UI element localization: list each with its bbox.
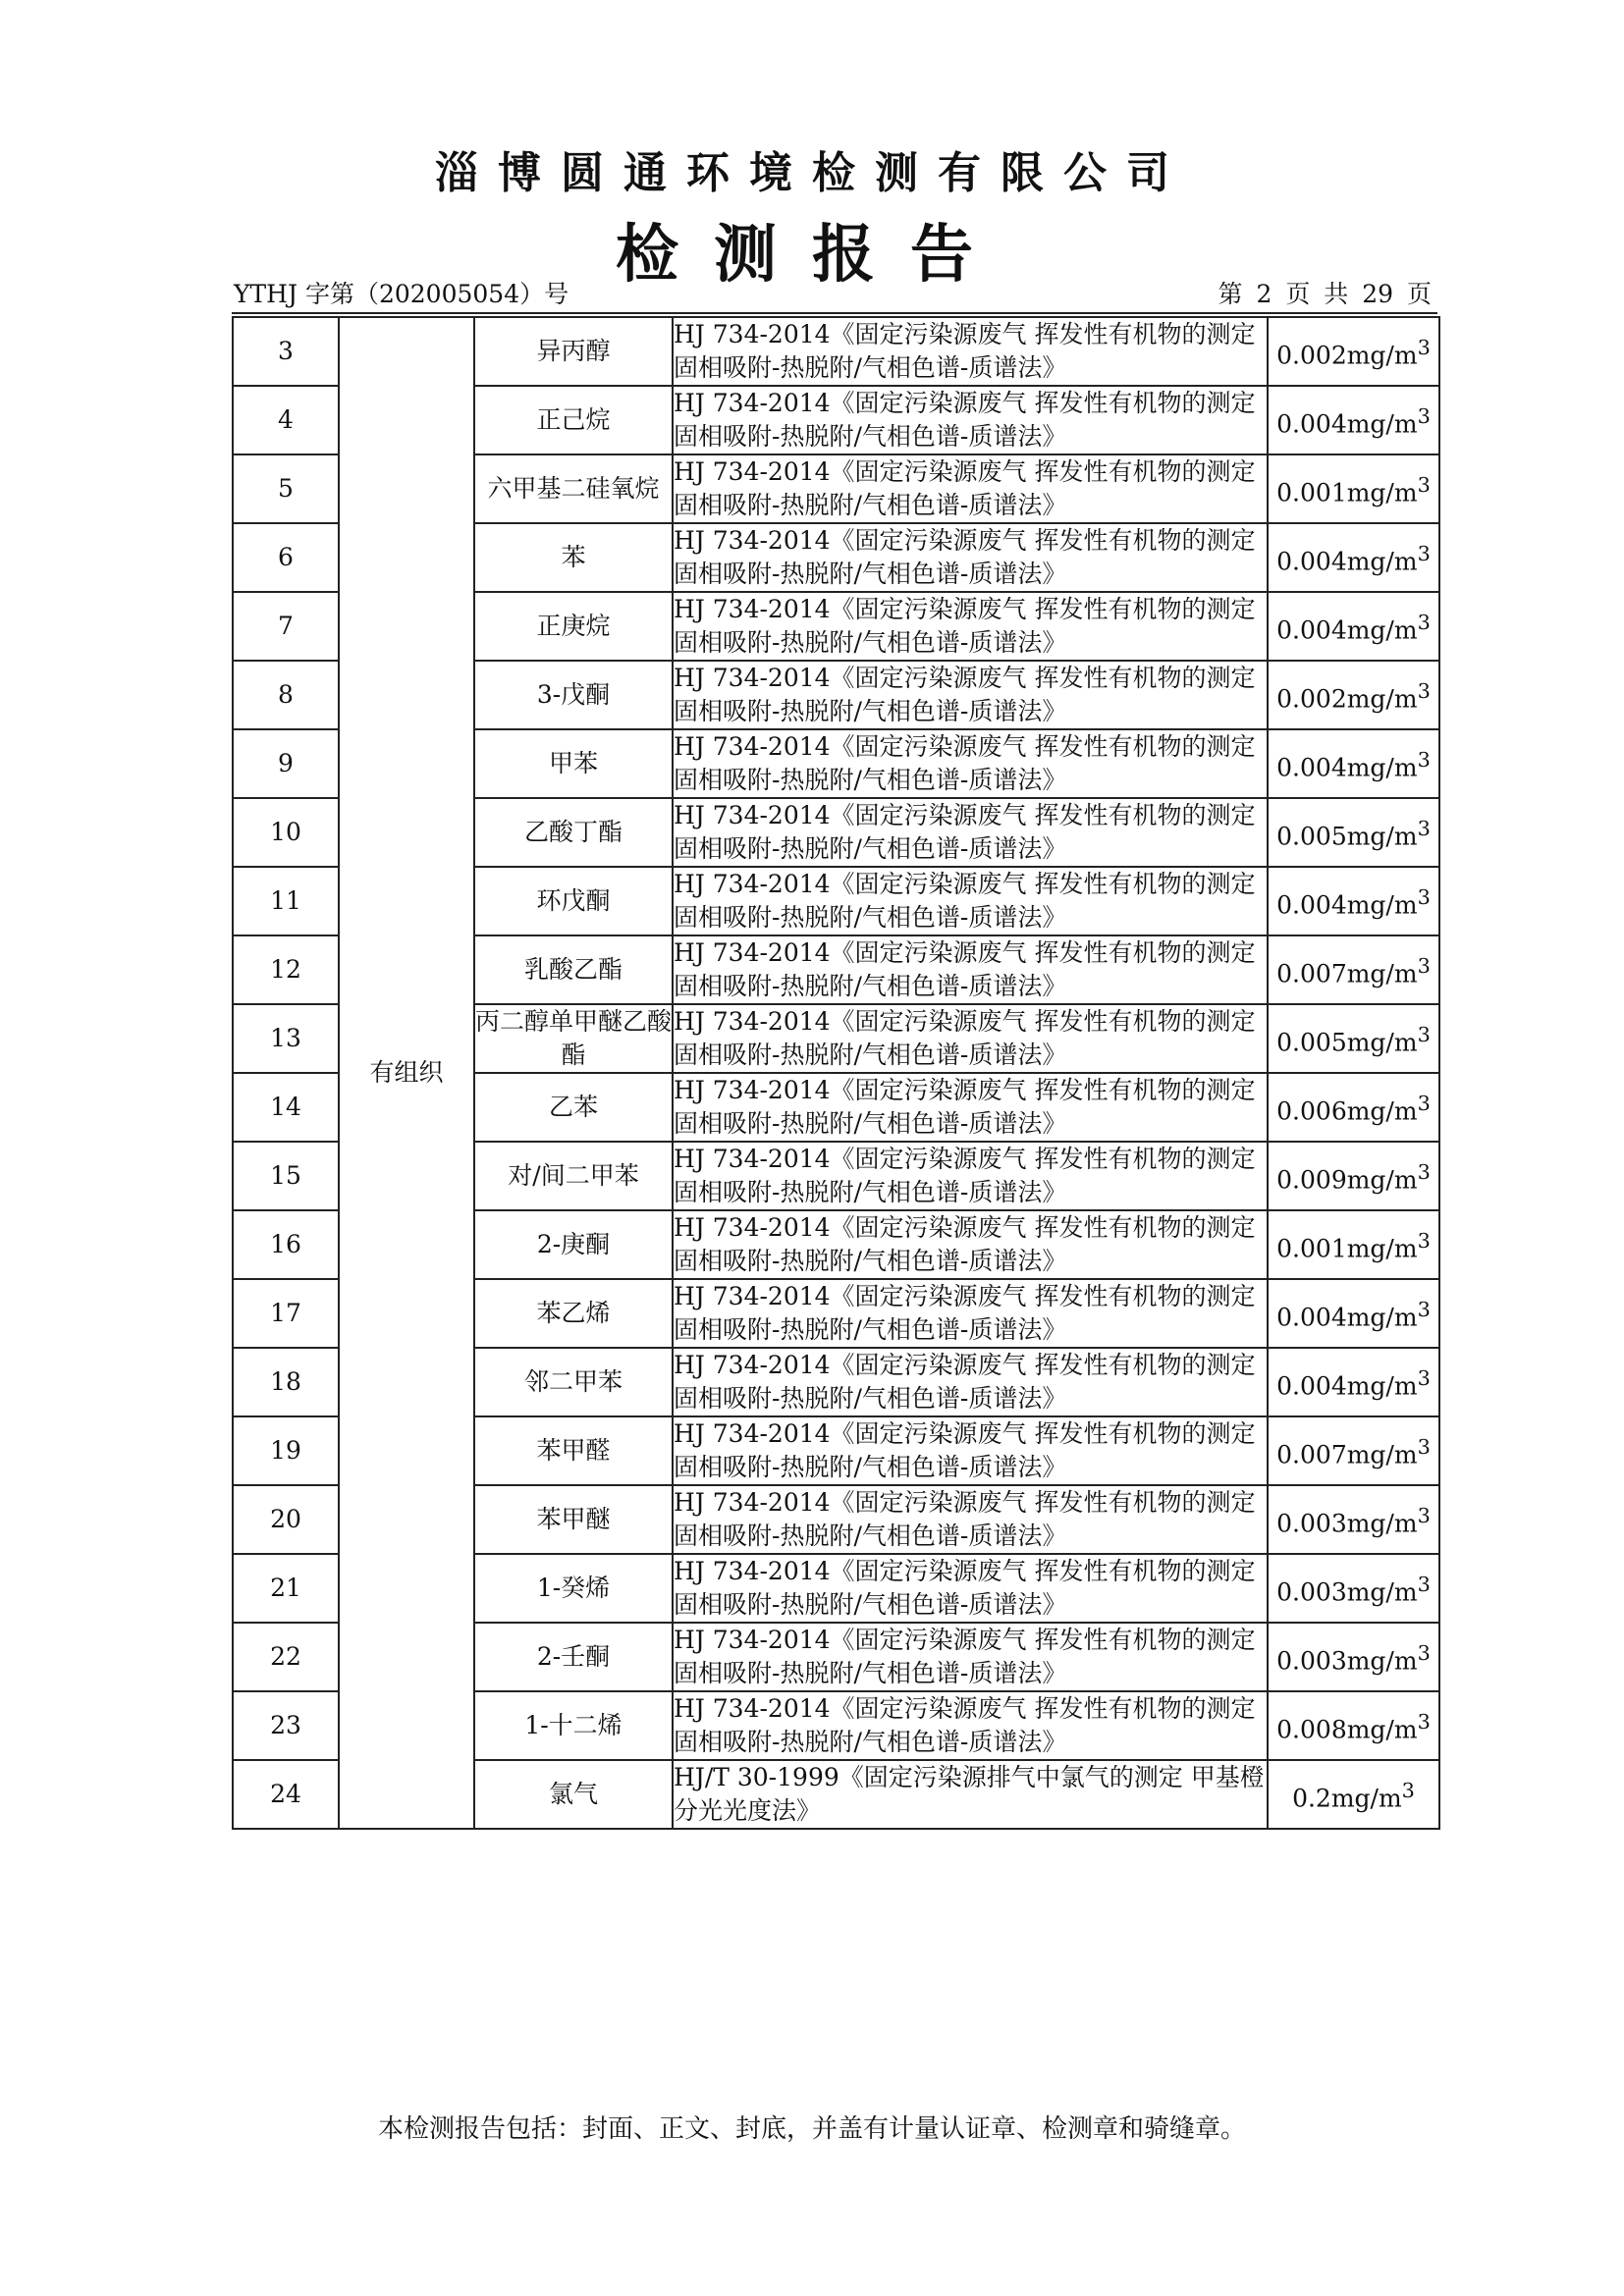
unit-exponent: 3 xyxy=(1417,610,1431,634)
test-item: 乙酸丁酯 xyxy=(474,798,673,867)
detection-limit xyxy=(1268,1485,1439,1554)
test-item: 2-壬酮 xyxy=(474,1623,673,1691)
test-item: 苯乙烯 xyxy=(474,1279,673,1348)
unit-exponent: 3 xyxy=(1417,1709,1431,1734)
row-number: 6 xyxy=(233,523,339,592)
test-item: 甲苯 xyxy=(474,729,673,798)
test-item: 异丙醇 xyxy=(474,317,673,386)
report-number: YTHJ 字第（202005054）号 xyxy=(234,280,569,308)
detection-limit-value: 0.003mg/m xyxy=(1276,1646,1418,1676)
test-item: 正己烷 xyxy=(474,386,673,454)
detection-limit xyxy=(1268,1760,1439,1829)
detection-limit xyxy=(1268,867,1439,935)
unit-exponent: 3 xyxy=(1417,1297,1431,1321)
detection-limit-value: 0.2mg/m xyxy=(1292,1784,1402,1813)
detection-limit-value: 0.002mg/m xyxy=(1276,341,1418,370)
detection-limit-value: 0.002mg/m xyxy=(1276,684,1418,714)
detection-limit-value: 0.005mg/m xyxy=(1276,822,1418,851)
row-number: 24 xyxy=(233,1760,339,1829)
row-number: 23 xyxy=(233,1691,339,1760)
unit-exponent: 3 xyxy=(1417,884,1431,909)
row-number: 16 xyxy=(233,1210,339,1279)
unit-exponent: 3 xyxy=(1417,403,1431,428)
unit-exponent: 3 xyxy=(1417,1365,1431,1390)
detection-limit-value: 0.004mg/m xyxy=(1276,1371,1418,1401)
category-cell: 有组织 xyxy=(339,317,474,1829)
test-item: 六甲基二硅氧烷 xyxy=(474,454,673,523)
row-number: 19 xyxy=(233,1416,339,1485)
detection-limit-value: 0.004mg/m xyxy=(1276,1303,1418,1332)
test-method: HJ 734-2014《固定污染源废气 挥发性有机物的测定 固相吸附-热脱附/气相色谱-质谱法》 xyxy=(673,1623,1268,1691)
test-item: 乳酸乙酯 xyxy=(474,935,673,1004)
test-method: HJ 734-2014《固定污染源废气 挥发性有机物的测定 固相吸附-热脱附/气相色谱-质谱法》 xyxy=(673,661,1268,729)
test-method: HJ 734-2014《固定污染源废气 挥发性有机物的测定 固相吸附-热脱附/气相色谱-质谱法》 xyxy=(673,1554,1268,1623)
detection-limit xyxy=(1268,661,1439,729)
row-number: 15 xyxy=(233,1142,339,1210)
test-item: 苯甲醛 xyxy=(474,1416,673,1485)
detection-limit xyxy=(1268,1279,1439,1348)
row-number: 13 xyxy=(233,1004,339,1073)
unit-exponent: 3 xyxy=(1417,1159,1431,1184)
test-method: HJ 734-2014《固定污染源废气 挥发性有机物的测定 固相吸附-热脱附/气相色谱-质谱法》 xyxy=(673,1210,1268,1279)
company-name: 淄博圆通环境检测有限公司 xyxy=(435,148,1189,198)
test-method: HJ 734-2014《固定污染源废气 挥发性有机物的测定 固相吸附-热脱附/气相色谱-质谱法》 xyxy=(673,386,1268,454)
unit-exponent: 3 xyxy=(1417,953,1431,978)
test-method: HJ 734-2014《固定污染源废气 挥发性有机物的测定 固相吸附-热脱附/气相色谱-质谱法》 xyxy=(673,798,1268,867)
detection-limit xyxy=(1268,454,1439,523)
row-number: 5 xyxy=(233,454,339,523)
detection-limit-value: 0.004mg/m xyxy=(1276,890,1418,920)
test-item: 邻二甲苯 xyxy=(474,1348,673,1416)
detection-limit-value: 0.004mg/m xyxy=(1276,547,1418,576)
detection-limit xyxy=(1268,1073,1439,1142)
report-title: 检测报告 xyxy=(616,218,1008,292)
unit-exponent: 3 xyxy=(1417,747,1431,772)
row-number: 7 xyxy=(233,592,339,661)
unit-exponent: 3 xyxy=(1417,1503,1431,1527)
row-number: 9 xyxy=(233,729,339,798)
test-method: HJ 734-2014《固定污染源废气 挥发性有机物的测定 固相吸附-热脱附/气相色谱-质谱法》 xyxy=(673,1348,1268,1416)
detection-limit-value: 0.001mg/m xyxy=(1276,1234,1418,1263)
test-method: HJ 734-2014《固定污染源废气 挥发性有机物的测定 固相吸附-热脱附/气相色谱-质谱法》 xyxy=(673,1279,1268,1348)
test-method: HJ 734-2014《固定污染源废气 挥发性有机物的测定 固相吸附-热脱附/气相色谱-质谱法》 xyxy=(673,1142,1268,1210)
test-item: 丙二醇单甲醚乙酸酯 xyxy=(474,1004,673,1073)
row-number: 12 xyxy=(233,935,339,1004)
detection-limit-value: 0.003mg/m xyxy=(1276,1509,1418,1538)
row-number: 14 xyxy=(233,1073,339,1142)
detection-limit xyxy=(1268,523,1439,592)
test-method: HJ 734-2014《固定污染源废气 挥发性有机物的测定 固相吸附-热脱附/气相色谱-质谱法》 xyxy=(673,935,1268,1004)
test-item: 1-十二烯 xyxy=(474,1691,673,1760)
row-number: 11 xyxy=(233,867,339,935)
test-item: 氯气 xyxy=(474,1760,673,1829)
header-rule xyxy=(232,312,1437,314)
test-method: HJ 734-2014《固定污染源废气 挥发性有机物的测定 固相吸附-热脱附/气相色谱-质谱法》 xyxy=(673,867,1268,935)
detection-limit-value: 0.008mg/m xyxy=(1276,1715,1418,1744)
detection-limit-value: 0.009mg/m xyxy=(1276,1165,1418,1195)
test-item: 2-庚酮 xyxy=(474,1210,673,1279)
test-item: 环戊酮 xyxy=(474,867,673,935)
unit-exponent: 3 xyxy=(1417,1640,1431,1665)
unit-exponent: 3 xyxy=(1417,1022,1431,1046)
detection-limit xyxy=(1268,1691,1439,1760)
unit-exponent: 3 xyxy=(1417,1228,1431,1253)
detection-limit-value: 0.004mg/m xyxy=(1276,409,1418,439)
test-item: 苯 xyxy=(474,523,673,592)
test-method: HJ 734-2014《固定污染源废气 挥发性有机物的测定 固相吸附-热脱附/气相色谱-质谱法》 xyxy=(673,592,1268,661)
test-item: 乙苯 xyxy=(474,1073,673,1142)
test-method: HJ/T 30-1999《固定污染源排气中氯气的测定 甲基橙分光光度法》 xyxy=(673,1760,1268,1829)
detection-limit xyxy=(1268,935,1439,1004)
detection-limit xyxy=(1268,592,1439,661)
unit-exponent: 3 xyxy=(1417,335,1431,359)
detection-limit xyxy=(1268,798,1439,867)
results-table-body xyxy=(233,317,1439,1829)
detection-limit-value: 0.005mg/m xyxy=(1276,1028,1418,1057)
detection-limit-value: 0.004mg/m xyxy=(1276,753,1418,782)
detection-limit xyxy=(1268,1210,1439,1279)
detection-limit-value: 0.006mg/m xyxy=(1276,1096,1418,1126)
detection-limit xyxy=(1268,729,1439,798)
unit-exponent: 3 xyxy=(1401,1778,1415,1802)
detection-limit xyxy=(1268,1142,1439,1210)
test-item: 苯甲醚 xyxy=(474,1485,673,1554)
row-number: 3 xyxy=(233,317,339,386)
detection-limit-value: 0.003mg/m xyxy=(1276,1577,1418,1607)
test-item: 1-癸烯 xyxy=(474,1554,673,1623)
detection-limit-value: 0.007mg/m xyxy=(1276,1440,1418,1469)
detection-limit xyxy=(1268,1554,1439,1623)
unit-exponent: 3 xyxy=(1417,1572,1431,1596)
test-method: HJ 734-2014《固定污染源废气 挥发性有机物的测定 固相吸附-热脱附/气相色谱-质谱法》 xyxy=(673,317,1268,386)
table-row xyxy=(233,317,1439,386)
detection-limit-value: 0.007mg/m xyxy=(1276,959,1418,988)
unit-exponent: 3 xyxy=(1417,816,1431,840)
row-number: 21 xyxy=(233,1554,339,1623)
row-number: 4 xyxy=(233,386,339,454)
unit-exponent: 3 xyxy=(1417,472,1431,497)
row-number: 20 xyxy=(233,1485,339,1554)
unit-exponent: 3 xyxy=(1417,1091,1431,1115)
detection-limit xyxy=(1268,1004,1439,1073)
test-item: 3-戊酮 xyxy=(474,661,673,729)
detection-limit xyxy=(1268,317,1439,386)
test-method: HJ 734-2014《固定污染源废气 挥发性有机物的测定 固相吸附-热脱附/气相色谱-质谱法》 xyxy=(673,454,1268,523)
row-number: 22 xyxy=(233,1623,339,1691)
row-number: 18 xyxy=(233,1348,339,1416)
test-method: HJ 734-2014《固定污染源废气 挥发性有机物的测定 固相吸附-热脱附/气相色谱-质谱法》 xyxy=(673,523,1268,592)
row-number: 8 xyxy=(233,661,339,729)
detection-limit-value: 0.004mg/m xyxy=(1276,615,1418,645)
report-footer-note: 本检测报告包括：封面、正文、封底，并盖有计量认证章、检测章和骑缝章。 xyxy=(377,2114,1246,2144)
page-info: 第 2 页 共 29 页 xyxy=(1218,280,1432,308)
detection-limit xyxy=(1268,1623,1439,1691)
unit-exponent: 3 xyxy=(1417,678,1431,703)
results-table xyxy=(232,316,1440,1830)
test-item: 对/间二甲苯 xyxy=(474,1142,673,1210)
test-method: HJ 734-2014《固定污染源废气 挥发性有机物的测定 固相吸附-热脱附/气相色谱-质谱法》 xyxy=(673,1073,1268,1142)
row-number: 17 xyxy=(233,1279,339,1348)
test-method: HJ 734-2014《固定污染源废气 挥发性有机物的测定 固相吸附-热脱附/气相色谱-质谱法》 xyxy=(673,1004,1268,1073)
detection-limit-value: 0.001mg/m xyxy=(1276,478,1418,507)
test-item: 正庚烷 xyxy=(474,592,673,661)
detection-limit xyxy=(1268,1416,1439,1485)
test-method: HJ 734-2014《固定污染源废气 挥发性有机物的测定 固相吸附-热脱附/气相色谱-质谱法》 xyxy=(673,1691,1268,1760)
row-number: 10 xyxy=(233,798,339,867)
unit-exponent: 3 xyxy=(1417,541,1431,565)
detection-limit xyxy=(1268,1348,1439,1416)
test-method: HJ 734-2014《固定污染源废气 挥发性有机物的测定 固相吸附-热脱附/气相色谱-质谱法》 xyxy=(673,729,1268,798)
detection-limit xyxy=(1268,386,1439,454)
unit-exponent: 3 xyxy=(1417,1434,1431,1459)
test-method: HJ 734-2014《固定污染源废气 挥发性有机物的测定 固相吸附-热脱附/气相色谱-质谱法》 xyxy=(673,1485,1268,1554)
test-method: HJ 734-2014《固定污染源废气 挥发性有机物的测定 固相吸附-热脱附/气相色谱-质谱法》 xyxy=(673,1416,1268,1485)
